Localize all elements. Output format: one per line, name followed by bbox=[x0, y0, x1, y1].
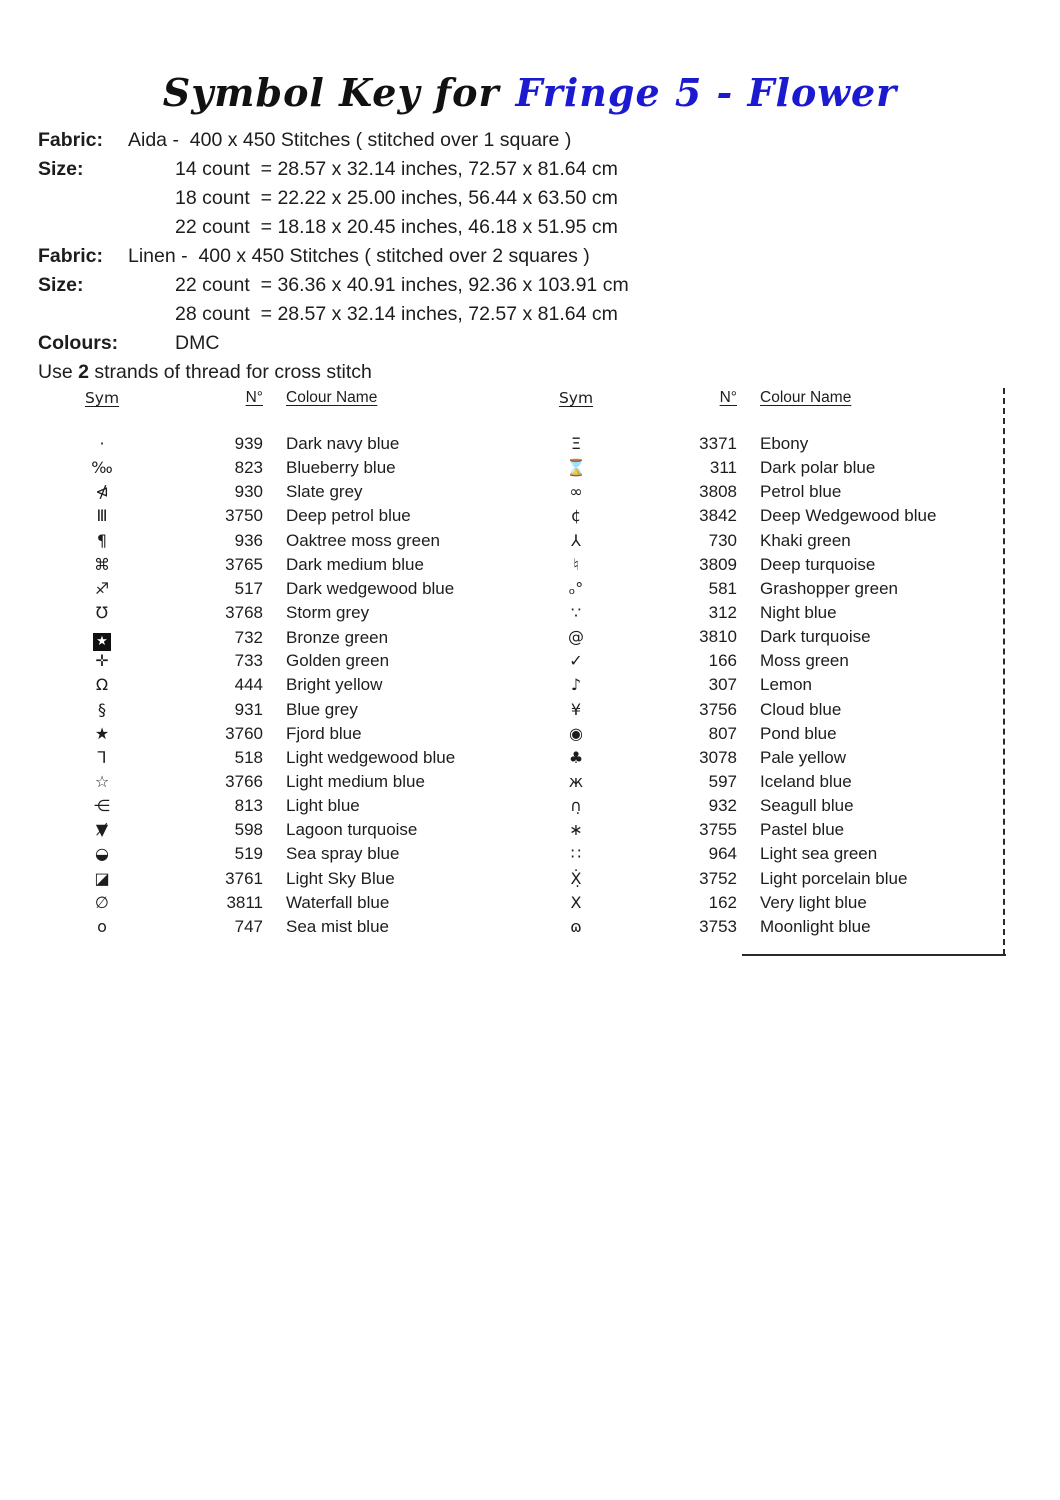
colour-name-cell: Cloud blue bbox=[760, 699, 842, 719]
symbol-glyph: ♪ bbox=[570, 675, 582, 695]
colour-name-cell: Deep Wedgewood blue bbox=[760, 506, 937, 526]
symbol-glyph: ★ bbox=[94, 723, 110, 743]
number-cell: 3842 bbox=[699, 506, 737, 526]
number-cell: 444 bbox=[234, 675, 263, 695]
symbol-cell bbox=[80, 915, 124, 939]
number-cell: 3760 bbox=[225, 723, 263, 743]
title-prefix: Symbol Key for bbox=[162, 70, 500, 115]
colour-name-cell: Night blue bbox=[760, 602, 837, 622]
symbol-cell bbox=[554, 480, 598, 504]
key-row bbox=[80, 915, 510, 939]
page-title bbox=[0, 70, 1060, 115]
symbol-cell bbox=[554, 529, 598, 553]
symbol-cell bbox=[80, 867, 124, 891]
info-line bbox=[38, 242, 629, 271]
info-line bbox=[38, 300, 629, 329]
number-cell: 3765 bbox=[225, 554, 263, 574]
symbol-glyph: ★ bbox=[93, 633, 111, 651]
info-label: Size: bbox=[38, 274, 84, 296]
symbol-cell bbox=[554, 842, 598, 866]
key-rows-left bbox=[80, 432, 510, 939]
colour-name-cell: Dark wedgewood blue bbox=[286, 578, 455, 598]
symbol-glyph: ♣ bbox=[568, 747, 584, 767]
number-cell: 307 bbox=[708, 675, 737, 695]
symbol-cell bbox=[554, 577, 598, 601]
symbol-glyph: X bbox=[570, 892, 582, 912]
symbol-glyph: ♮ bbox=[573, 554, 579, 574]
info-label: Fabric: bbox=[38, 245, 104, 267]
symbol-cell bbox=[554, 746, 598, 770]
key-row bbox=[554, 504, 994, 528]
colour-name-cell: Dark turquoise bbox=[760, 627, 871, 647]
symbol-glyph: ¥ bbox=[570, 699, 582, 719]
symbol-cell bbox=[80, 480, 124, 504]
symbol-glyph: o bbox=[97, 916, 107, 936]
info-line bbox=[38, 213, 629, 242]
number-cell: 311 bbox=[709, 458, 737, 478]
symbol-cell bbox=[80, 456, 124, 480]
symbol-cell bbox=[80, 625, 124, 651]
key-row bbox=[80, 794, 510, 818]
symbol-glyph: ⅄ bbox=[571, 530, 581, 550]
symbol-cell bbox=[80, 432, 124, 456]
info-line bbox=[38, 126, 629, 155]
key-row bbox=[80, 601, 510, 625]
colour-name-cell: Ebony bbox=[760, 434, 809, 453]
key-row bbox=[554, 698, 994, 722]
symbol-cell bbox=[554, 915, 598, 939]
info-label: Size: bbox=[38, 158, 84, 180]
symbol-cell bbox=[80, 553, 124, 577]
number-cell: 3756 bbox=[699, 699, 737, 719]
symbol-cell bbox=[80, 770, 124, 794]
symbol-glyph: ∅ bbox=[95, 892, 109, 912]
colour-name-cell: Light porcelain blue bbox=[760, 868, 908, 888]
symbol-glyph: ☆ bbox=[94, 771, 110, 791]
key-row bbox=[80, 842, 510, 866]
symbol-glyph: ◪ bbox=[94, 868, 110, 888]
number-cell: 732 bbox=[234, 628, 263, 648]
info-text: Linen - 400 x 450 Stitches ( stitched over 2 squares ) bbox=[128, 245, 590, 267]
colour-name-cell: Khaki green bbox=[760, 530, 851, 550]
symbol-cell bbox=[554, 673, 598, 697]
key-row bbox=[554, 842, 994, 866]
info-line bbox=[38, 271, 629, 300]
info-text: 18 count = 22.22 x 25.00 inches, 56.44 x 63.50 cm bbox=[175, 187, 618, 209]
info-text: DMC bbox=[175, 332, 220, 354]
number-cell: 3761 bbox=[225, 868, 263, 888]
symbol-cell bbox=[554, 891, 598, 915]
symbol-cell bbox=[80, 794, 124, 818]
number-header: N° bbox=[245, 389, 263, 406]
number-cell: 162 bbox=[708, 892, 737, 912]
symbol-glyph: ∷ bbox=[570, 844, 582, 864]
number-cell: 733 bbox=[234, 651, 263, 671]
colour-name-cell: Seagull blue bbox=[760, 796, 854, 816]
symbol-glyph: ⅂ bbox=[97, 747, 107, 767]
colour-name-cell: Light wedgewood blue bbox=[286, 747, 456, 767]
number-cell: 964 bbox=[708, 844, 737, 864]
number-cell: 3809 bbox=[699, 554, 737, 574]
number-cell: 3750 bbox=[225, 506, 263, 526]
table-bottom-border bbox=[742, 954, 1006, 956]
key-row bbox=[554, 601, 994, 625]
symbol-glyph: ◉ bbox=[569, 723, 583, 743]
symbol-cell bbox=[554, 698, 598, 722]
key-row bbox=[554, 553, 994, 577]
symbol-glyph: ℧ bbox=[95, 602, 109, 622]
key-row bbox=[80, 649, 510, 673]
number-cell: 3371 bbox=[699, 434, 737, 453]
number-cell: 581 bbox=[708, 578, 737, 598]
key-row bbox=[554, 432, 994, 456]
number-cell: 519 bbox=[234, 844, 263, 864]
number-cell: 930 bbox=[234, 482, 263, 502]
info-text: 28 count = 28.57 x 32.14 inches, 72.57 x 81.64 cm bbox=[175, 303, 618, 325]
colour-name-cell: Deep petrol blue bbox=[286, 506, 411, 526]
symbol-cell bbox=[554, 794, 598, 818]
symbol-cell bbox=[80, 673, 124, 697]
colour-name-cell: Pastel blue bbox=[760, 820, 845, 840]
symbol-cell bbox=[554, 432, 598, 456]
number-cell: 597 bbox=[708, 771, 737, 791]
info-line bbox=[38, 184, 629, 213]
key-rows-right bbox=[554, 432, 994, 939]
colour-name-cell: Grashopper green bbox=[760, 578, 898, 598]
key-row bbox=[554, 529, 994, 553]
key-row bbox=[554, 794, 994, 818]
number-cell: 931 bbox=[234, 699, 263, 719]
colour-name-cell: Pond blue bbox=[760, 723, 837, 743]
colour-name-cell: Sea mist blue bbox=[286, 916, 389, 936]
colour-name-header: Colour Name bbox=[760, 389, 852, 406]
colour-name-cell: Bright yellow bbox=[286, 675, 383, 695]
symbol-cell bbox=[554, 867, 598, 891]
number-cell: 517 bbox=[234, 578, 263, 598]
sym-header: Sym bbox=[84, 389, 120, 407]
key-row bbox=[554, 770, 994, 794]
number-cell: 3768 bbox=[225, 602, 263, 622]
symbol-glyph: Ω bbox=[95, 675, 109, 695]
colour-name-cell: Blue grey bbox=[286, 699, 358, 719]
symbol-glyph: § bbox=[98, 699, 106, 719]
colour-name-cell: Bronze green bbox=[286, 628, 389, 648]
info-label: Colours: bbox=[38, 332, 119, 354]
number-cell: 598 bbox=[234, 820, 263, 840]
symbol-glyph: ▼̸ bbox=[95, 820, 109, 840]
key-column-right bbox=[554, 388, 994, 939]
symbol-glyph: ⋲ bbox=[94, 796, 110, 816]
colour-name-cell: Iceland blue bbox=[760, 771, 852, 791]
number-cell: 936 bbox=[234, 530, 263, 550]
symbol-glyph: ✛ bbox=[95, 651, 109, 671]
key-row bbox=[554, 818, 994, 842]
symbol-glyph: ∵ bbox=[570, 602, 582, 622]
info-label bbox=[38, 184, 128, 213]
key-row bbox=[554, 722, 994, 746]
key-row bbox=[554, 625, 994, 649]
symbol-cell bbox=[80, 504, 124, 528]
colour-name-cell: Moonlight blue bbox=[760, 916, 871, 936]
symbol-cell bbox=[80, 818, 124, 842]
colour-name-cell: Moss green bbox=[760, 651, 849, 671]
symbol-glyph: ¶ bbox=[96, 530, 108, 550]
number-cell: 3811 bbox=[226, 892, 263, 912]
key-column-left bbox=[80, 388, 510, 939]
key-row bbox=[80, 504, 510, 528]
key-row bbox=[80, 722, 510, 746]
number-cell: 3753 bbox=[699, 916, 737, 936]
colour-name-cell: Fjord blue bbox=[286, 723, 362, 743]
title-name: Fringe 5 - Flower bbox=[515, 70, 898, 115]
symbol-glyph: ∞ bbox=[569, 482, 583, 502]
symbol-glyph: ∩̣ bbox=[570, 796, 582, 816]
symbol-glyph: ◒ bbox=[95, 844, 109, 864]
strands-note-suffix: strands of thread for cross stitch bbox=[88, 361, 372, 383]
key-row bbox=[80, 432, 510, 456]
symbol-cell bbox=[554, 649, 598, 673]
symbol-glyph: ✓ bbox=[569, 651, 583, 671]
table-right-dashed-border bbox=[1003, 388, 1005, 955]
colour-name-cell: Light blue bbox=[286, 796, 360, 816]
colour-name-cell: Slate grey bbox=[286, 482, 363, 502]
key-row bbox=[80, 529, 510, 553]
info-label: Fabric: bbox=[38, 129, 104, 151]
colour-name-cell: Golden green bbox=[286, 651, 390, 671]
symbol-cell bbox=[80, 722, 124, 746]
symbol-cell bbox=[80, 698, 124, 722]
symbol-glyph: ₒ° bbox=[568, 578, 584, 598]
key-row bbox=[554, 480, 994, 504]
strands-note bbox=[38, 358, 372, 387]
number-cell: 730 bbox=[708, 530, 737, 550]
symbol-cell bbox=[554, 770, 598, 794]
info-text: Aida - 400 x 450 Stitches ( stitched over 1 square ) bbox=[128, 129, 572, 151]
symbol-glyph: Ξ bbox=[570, 434, 582, 453]
symbol-glyph: ¢ bbox=[570, 506, 582, 526]
colour-name-cell: Oaktree moss green bbox=[286, 530, 441, 550]
number-header: N° bbox=[719, 389, 737, 406]
number-cell: 3752 bbox=[699, 868, 737, 888]
info-line bbox=[38, 329, 629, 358]
symbol-glyph: · bbox=[99, 434, 105, 453]
info-text: 22 count = 18.18 x 20.45 inches, 46.18 x 51.95 cm bbox=[175, 216, 618, 238]
number-cell: 166 bbox=[708, 651, 737, 671]
symbol-cell bbox=[554, 456, 598, 480]
info-label bbox=[38, 300, 128, 329]
colour-name-cell: Petrol blue bbox=[760, 482, 842, 502]
number-cell: 3808 bbox=[699, 482, 737, 502]
number-cell: 813 bbox=[234, 796, 263, 816]
colour-name-cell: Deep turquoise bbox=[760, 554, 876, 574]
number-cell: 312 bbox=[708, 602, 737, 622]
sym-header: Sym bbox=[558, 389, 594, 407]
colour-name-cell: Light sea green bbox=[760, 844, 878, 864]
symbol-glyph: ɷ bbox=[570, 916, 582, 936]
colour-name-cell: Blueberry blue bbox=[286, 458, 396, 478]
colour-name-cell: Light medium blue bbox=[286, 771, 425, 791]
symbol-glyph: ♐ bbox=[94, 578, 110, 598]
key-row bbox=[554, 867, 994, 891]
number-cell: 3078 bbox=[699, 747, 737, 767]
symbol-cell bbox=[80, 577, 124, 601]
symbol-cell bbox=[80, 746, 124, 770]
info-text: 22 count = 36.36 x 40.91 inches, 92.36 x 103.91 cm bbox=[175, 274, 629, 296]
symbol-glyph: Ẋ̣ bbox=[570, 868, 582, 888]
symbol-glyph: ⌛ bbox=[566, 458, 586, 478]
number-cell: 747 bbox=[234, 916, 263, 936]
symbol-glyph: @ bbox=[568, 627, 584, 647]
key-row bbox=[80, 673, 510, 697]
colour-name-header: Colour Name bbox=[286, 389, 378, 406]
key-row bbox=[554, 456, 994, 480]
info-label bbox=[38, 213, 128, 242]
key-row bbox=[80, 818, 510, 842]
symbol-cell bbox=[554, 818, 598, 842]
key-row bbox=[80, 480, 510, 504]
colour-name-cell: Lemon bbox=[760, 675, 812, 695]
colour-name-cell: Dark polar blue bbox=[760, 458, 876, 478]
key-row bbox=[80, 698, 510, 722]
key-row bbox=[554, 891, 994, 915]
key-row bbox=[80, 891, 510, 915]
info-text: 14 count = 28.57 x 32.14 inches, 72.57 x 81.64 cm bbox=[175, 158, 618, 180]
symbol-glyph: ж bbox=[568, 771, 584, 791]
key-row bbox=[80, 577, 510, 601]
colour-name-cell: Dark navy blue bbox=[286, 434, 400, 453]
key-row bbox=[554, 673, 994, 697]
key-row bbox=[554, 577, 994, 601]
info-block bbox=[38, 126, 629, 358]
key-row bbox=[554, 915, 994, 939]
info-line bbox=[38, 155, 629, 184]
key-row bbox=[80, 867, 510, 891]
strands-count: 2 bbox=[78, 361, 89, 383]
colour-name-cell: Pale yellow bbox=[760, 747, 846, 767]
key-row bbox=[80, 770, 510, 794]
symbol-cell bbox=[554, 625, 598, 649]
symbol-cell bbox=[80, 529, 124, 553]
symbol-cell bbox=[554, 553, 598, 577]
key-table-header-left bbox=[80, 388, 510, 408]
symbol-cell bbox=[80, 649, 124, 673]
number-cell: 3766 bbox=[225, 771, 263, 791]
colour-name-cell: Light Sky Blue bbox=[286, 868, 395, 888]
colour-name-cell: Very light blue bbox=[760, 892, 867, 912]
symbol-cell bbox=[80, 601, 124, 625]
key-row bbox=[80, 625, 510, 649]
key-row bbox=[80, 553, 510, 577]
symbol-glyph: ∗ bbox=[569, 820, 583, 840]
symbol-cell bbox=[554, 722, 598, 746]
symbol-glyph: ⌘ bbox=[94, 554, 110, 574]
colour-name-cell: Dark medium blue bbox=[286, 554, 424, 574]
number-cell: 3810 bbox=[699, 627, 737, 647]
symbol-glyph: ‰ bbox=[91, 458, 113, 478]
colour-name-cell: Waterfall blue bbox=[286, 892, 390, 912]
symbol-cell bbox=[554, 601, 598, 625]
number-cell: 932 bbox=[708, 796, 737, 816]
number-cell: 939 bbox=[234, 434, 263, 453]
key-row bbox=[80, 746, 510, 770]
colour-name-cell: Storm grey bbox=[286, 602, 370, 622]
symbol-cell bbox=[554, 504, 598, 528]
key-row bbox=[554, 649, 994, 673]
colour-name-cell: Lagoon turquoise bbox=[286, 820, 418, 840]
colour-name-cell: Sea spray blue bbox=[286, 844, 400, 864]
key-row bbox=[554, 746, 994, 770]
symbol-cell bbox=[80, 891, 124, 915]
number-cell: 518 bbox=[234, 747, 263, 767]
number-cell: 3755 bbox=[699, 820, 737, 840]
key-row bbox=[80, 456, 510, 480]
symbol-glyph: ⋪ bbox=[95, 482, 109, 502]
strands-note-prefix: Use bbox=[38, 361, 79, 383]
symbol-cell bbox=[80, 842, 124, 866]
symbol-glyph: Ⅲ bbox=[96, 506, 108, 526]
number-cell: 823 bbox=[234, 458, 263, 478]
key-table-header-right bbox=[554, 388, 994, 408]
number-cell: 807 bbox=[708, 723, 737, 743]
